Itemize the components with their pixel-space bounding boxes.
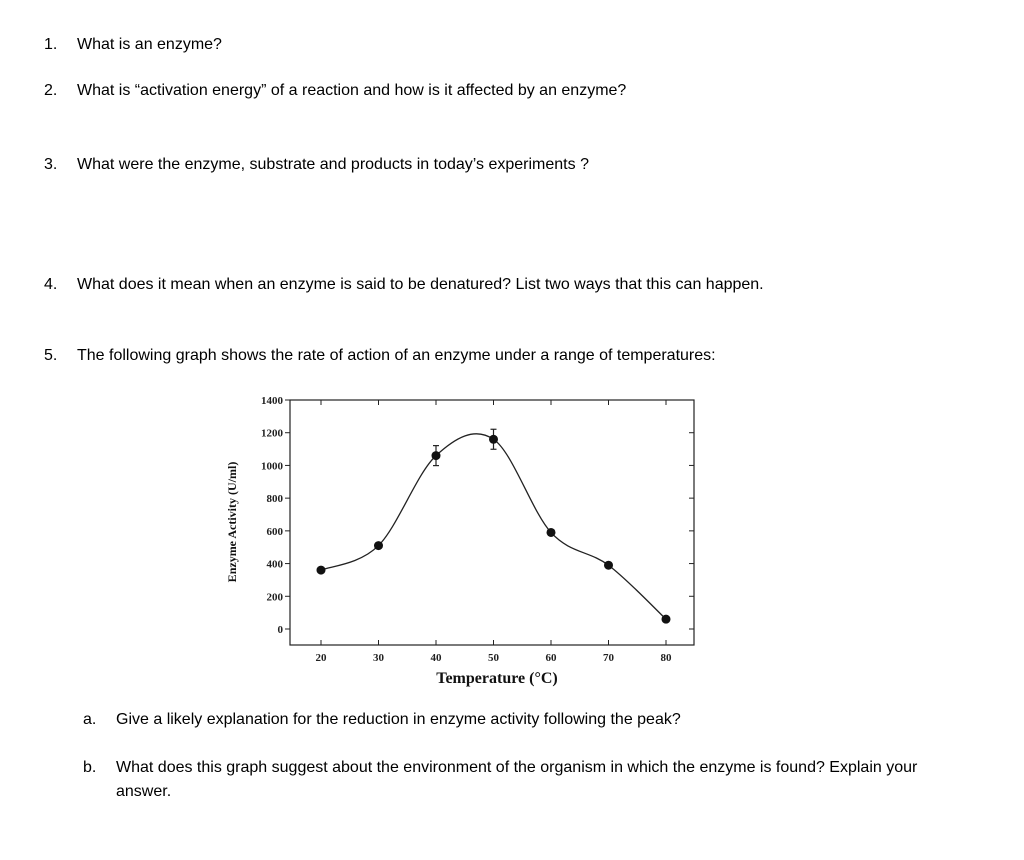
data-point: [489, 435, 498, 444]
question-number: 3.: [44, 156, 58, 173]
x-tick-label: 20: [315, 652, 327, 664]
data-point: [432, 451, 441, 460]
question-number: 2.: [44, 82, 58, 99]
activity-curve: [321, 434, 666, 619]
question-text: What is “activation energy” of a reaction and how is it affected by an enzyme?: [77, 82, 627, 99]
y-tick-label: 200: [266, 591, 283, 604]
x-tick-label: 60: [545, 652, 557, 664]
data-point: [662, 615, 671, 624]
question-text: What does it mean when an enzyme is said to be denatured? List two ways that this can happen.: [77, 276, 764, 293]
x-tick-label: 80: [660, 652, 672, 664]
data-point: [374, 541, 383, 550]
y-tick-label: 1200: [261, 427, 283, 440]
y-tick-label: 400: [266, 558, 283, 571]
question-text: The following graph shows the rate of action of an enzyme under a range of temperatures:: [77, 347, 716, 364]
x-tick-label: 50: [488, 652, 499, 664]
subquestion-letter: a.: [83, 711, 97, 728]
data-point: [604, 561, 613, 570]
x-axis-label: Temperature (°C): [436, 670, 558, 687]
y-axis-ticks: [261, 395, 694, 636]
y-tick-label: 1400: [261, 395, 283, 407]
x-tick-label: 30: [373, 652, 384, 664]
y-tick-label: 0: [277, 624, 283, 636]
question-number: 5.: [44, 347, 58, 364]
y-tick-label: 800: [266, 493, 283, 506]
subquestion-text: Give a likely explanation for the reduction in enzyme activity following the peak?: [116, 711, 681, 728]
question-text: What is an enzyme?: [77, 36, 222, 53]
question-number: 4.: [44, 276, 58, 293]
subquestion-letter: b.: [83, 759, 97, 776]
y-tick-label: 600: [266, 525, 283, 538]
x-tick-label: 40: [430, 652, 442, 664]
question-number: 1.: [44, 36, 58, 53]
question-text: What were the enzyme, substrate and products in today’s experiments ?: [77, 156, 589, 173]
subquestion-text: What does this graph suggest about the environment of the organism in which the enzyme is found? Explain your answer.: [116, 759, 918, 800]
data-point: [547, 528, 556, 537]
data-point: [317, 566, 326, 575]
data-points: [317, 429, 671, 623]
x-tick-label: 70: [603, 652, 614, 664]
y-axis-label: Enzyme Activity (U/ml): [225, 461, 239, 583]
y-tick-label: 1000: [261, 460, 283, 473]
